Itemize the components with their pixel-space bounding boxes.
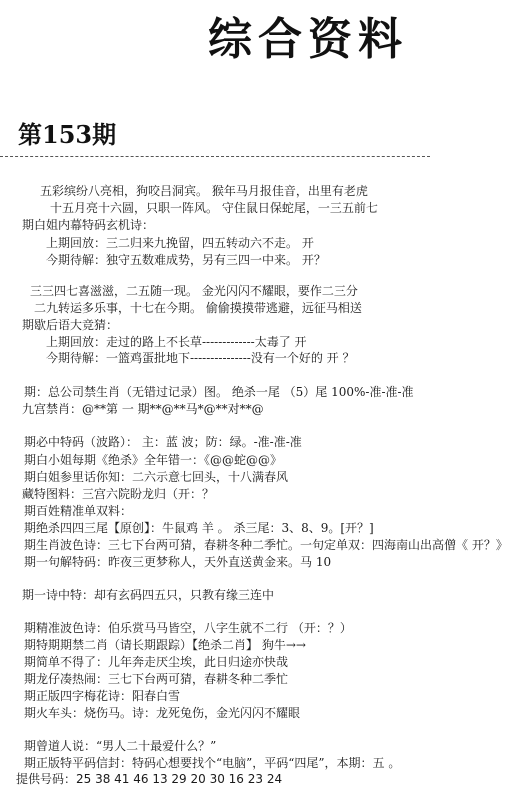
dragon-line: 期龙仔凑热闹：三七下台两可猜，春耕冬种二季忙 xyxy=(24,672,289,686)
poem-line-2: 十五月亮十六圆，只职一阵风。 守住鼠日保蛇尾，一三五前七 xyxy=(50,201,378,215)
wave-color-line: 期必中特码（波路）： 主：蓝 波；防：绿。-准-准-准 xyxy=(24,435,302,449)
odd-even-line: 期百姓精准单双料： xyxy=(24,504,133,518)
zodiac-poem-line: 期生肖波色诗：三七下台两可猜，春耕冬种二季忙。一句定单双：四海南山出高僧《 开？》 xyxy=(24,538,508,552)
section-heading: 期歇后语大竞猜： xyxy=(22,318,119,332)
simple-line: 期简单不得了：儿年奔走厌尘埃，此日归途亦快哉 xyxy=(24,655,289,669)
accurate-color-line: 期精准波色诗：伯乐赏马马皆空，八字生就不二行 （开：？） xyxy=(24,621,352,635)
previous-result: 上期回放：走过的路上不长草-------------太毒了 开 xyxy=(46,335,307,349)
document-title: 综合资料 xyxy=(208,14,408,65)
tip-line: 期白姐参里话你知：二六示意七回头，十八满春风 xyxy=(24,470,289,484)
forbidden-zodiac-line: 期：总公司禁生肖（无错过记录）图。 绝杀一尾 （5）尾 100%-准-准-准 xyxy=(24,385,414,399)
poem-line-4: 二九转运多乐事，十七在今期。 偷偷摸摸带逃避，远征马相送 xyxy=(34,301,362,315)
current-prediction: 今期待解：独守五数难成势，另有三四一中来。 开？ xyxy=(46,253,326,267)
absolute-kill-line: 期白小姐每期《绝杀》全年错一：《@@蛇@@》 xyxy=(24,453,283,467)
section-heading: 期白姐内幕特码玄机诗： xyxy=(22,218,155,232)
poem-line-1: 五彩缤纷八亮相，狗咬吕洞宾。 猴年马月报佳音，出里有老虎 xyxy=(40,184,368,198)
plum-poem-line: 期正版四字梅花诗：阳春白雪 xyxy=(24,689,181,703)
one-sentence-line: 期一句解特码：昨夜三更梦称人，天外直送黄金来。马 10 xyxy=(24,555,332,569)
kill-tail-line: 期绝杀四四三尾【原创】：牛鼠鸡 羊 。 杀三尾：3、8、9。[开？] xyxy=(24,521,374,535)
taoist-saying-line: 期曾道人说：“男人二十最爱什么？” xyxy=(24,739,217,753)
provided-numbers: 提供号码：25 38 41 46 13 29 20 30 16 23 24 xyxy=(16,772,283,786)
current-prediction: 今期待解：一篮鸡蛋批地下---------------没有一个好的 开 ？ xyxy=(46,351,355,365)
forbidden-two-zodiac-line: 期特期期禁二肖（请长期跟踪）【绝杀二肖】 狗牛→→ xyxy=(24,638,306,652)
issue-number: 第153期 xyxy=(18,120,117,149)
poem-line-3: 三三四七喜滋滋，二五随一现。 金光闪闪不耀眼，要作二三分 xyxy=(30,284,358,298)
train-head-line: 期火车头：烧伤马。诗：龙死兔伤，金光闪闪不耀眼 xyxy=(24,706,301,720)
previous-result: 上期回放：三二归来九挽留，四五转动六不走。 开 xyxy=(46,236,314,250)
envelope-line: 期正版特平码信封：特码心想要找个“电脑”，平码“四尾”，本期：五 。 xyxy=(24,756,401,770)
hidden-pattern-line: 藏特图料：三宫六院盼龙归（开：？ xyxy=(22,487,215,501)
one-poem-line: 期一诗中特：却有玄码四五只，只教有缘三连中 xyxy=(22,588,275,602)
nine-palace-line: 九宫禁肖：@**第 一 期**@**马*@**对**@ xyxy=(22,402,264,416)
dashed-divider xyxy=(0,156,430,157)
